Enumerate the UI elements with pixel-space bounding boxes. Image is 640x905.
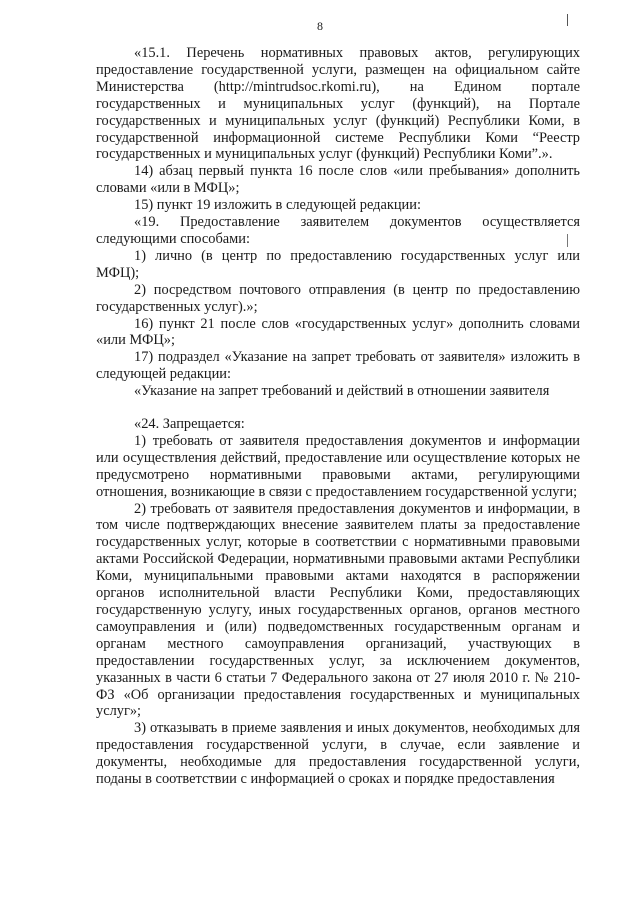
paragraph-item-15: 15) пункт 19 изложить в следующей редакции: (134, 197, 421, 214)
paragraph-24-item-1: 1) требовать от заявителя предоставления документов и информации или осуществления действий, предоставление или осуществление которых не предусмотрено нормативными правовыми актами, регулирующими отношения, возникающие в связи с предоставлением государственной услуги; (96, 432, 580, 500)
scan-artifact (567, 14, 568, 26)
page-number: 8 (317, 19, 323, 33)
paragraph-item-17: 17) подраздел «Указание на запрет требовать от заявителя» изложить в следующей редакции: (96, 349, 580, 383)
paragraph-19-method-1: 1) лично (в центр по предоставлению государственных услуг или МФЦ); (96, 247, 580, 281)
paragraph-19: «19. Предоставление заявителем документов осуществляется следующими способами: (96, 214, 580, 247)
subsection-heading: «Указание на запрет требований и действий в отношении заявителя (134, 383, 550, 400)
paragraph-15-1: «15.1. Перечень нормативных правовых актов, регулирующих предоставление государственной услуги, размещен на официальном сайте Министерства (http://mintrudsoc.rkomi.ru), на Едином портале государственных и муниципальных услуг (функций), на Портале государственных и муниципальных услуг (функций) Республики Коми, в государственной информационной системе Республики Коми “Реестр государственных и муниципальных услуг (функций) Республики Коми”.». (96, 45, 580, 163)
paragraph-item-14: 14) абзац первый пункта 16 после слов «или пребывания» дополнить словами «или в МФЦ»; (96, 163, 580, 197)
paragraph-item-16: 16) пункт 21 после слов «государственных услуг» дополнить словами «или МФЦ»; (96, 315, 580, 349)
paragraph-24: «24. Запрещается: (134, 416, 245, 433)
paragraph-19-method-2: 2) посредством почтового отправления (в центр по предоставлению государственных услуг).»; (96, 281, 580, 315)
paragraph-24-item-2: 2) требовать от заявителя предоставления документов и информации, в том числе подтверждающих внесение заявителем платы за предоставление государственных услуг, которые в соответствии с нормативными правовыми актами Российской Федерации, нормативными правовыми актами Республики Коми, муниципальными правовыми актами находятся в распоряжении органов исполнительной власти Республики Коми, предоставляющих государственную услугу, иных государственных органов, органов местного самоуправления и (или) подведомственных государственным органам и органам местного самоуправления организаций, участвующих в предоставлении государственных услуг, за исключением документов, указанных в части 6 статьи 7 Федерального закона от 27 июля 2010 г. № 210-ФЗ «Об организации предоставления государственных и муниципальных услуг»; (96, 500, 580, 720)
document-body (96, 45, 580, 788)
paragraph-24-item-3: 3) отказывать в приеме заявления и иных документов, необходимых для предоставления государственной услуги, в случае, если заявление и документы, необходимые для предоставления государственной услуги, поданы в соответствии с информацией о сроках и порядке предоставления (96, 720, 580, 788)
section-gap (96, 400, 580, 416)
